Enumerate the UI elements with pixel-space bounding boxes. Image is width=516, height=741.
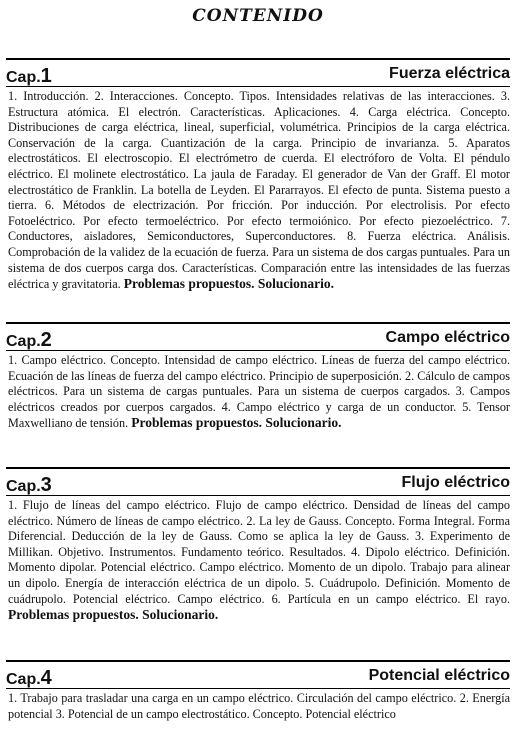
chapter-2-contents — [8, 353, 510, 432]
chapter-1-closing: Problemas propuestos. Solucionario. — [123, 276, 334, 292]
chapter-2-closing: Problemas propuestos. Solucionario. — [131, 415, 342, 431]
chapter-3-title: Flujo eléctrico — [401, 474, 510, 491]
chapter-4-section — [0, 660, 516, 722]
chapter-2-label: Cap.2 — [6, 329, 52, 351]
chapter-3-label: Cap.3 — [6, 474, 52, 496]
chapter-3-header — [6, 467, 510, 496]
chapter-2-number: 2 — [40, 329, 52, 351]
chapter-1-contents — [8, 89, 510, 293]
chapter-3-contents — [8, 498, 510, 624]
chapter-1-title: Fuerza eléctrica — [389, 65, 510, 82]
chapter-4-text: 1. Trabajo para trasladar una carga en un campo eléctrico. Circulación del campo eléctrico. 2. Energía potencial 3. Potencial de un campo electrostático. Concepto. Potencial eléctrico — [8, 691, 510, 721]
chapter-2-text: 1. Campo eléctrico. Concepto. Intensidad de campo eléctrico. Líneas de fuerza del campo eléctrico. Ecuación de las líneas de fuerza del campo eléctrico. Principio de superposición. 2. Cálculo de campos eléctricos. Para un sistema de cargas puntuales. Para un sistema de cuerpos cargados. 3. Campos eléctricos creados por cuerpos cargados. 4. Campo eléctrico y carga de un conductor. 5. Tensor Maxwelliano de tensión. — [8, 353, 510, 431]
chapter-4-number: 4 — [40, 667, 52, 689]
chapter-3-text: 1. Flujo de líneas del campo eléctrico. Flujo de campo eléctrico. Densidad de líneas del campo eléctrico. Número de líneas de campo eléctrico. 2. La ley de Gauss. Concepto. Forma Integral. Forma Diferencial. Deducción de la ley de Gauss. Como se aplica la ley de Gauss. 3. Experimento de Millikan. Objetivo. Instrumentos. Fundamento teórico. Resultados. 4. Dipolo eléctrico. Definición. Momento dipolar. Potencial eléctrico. Campo eléctrico. Momento de un dipolo. Trabajo para alinear un dipolo. Energía de interacción eléctrica de un dipolo. 5. Cuádrupolo. Definición. Momento de cuádrupolo. Potencial eléctrico. Campo eléctrico. 6. Partícula en un campo eléctrico. El rayo. — [8, 498, 510, 606]
page-title: CONTENIDO — [192, 6, 324, 26]
chapter-2-title: Campo eléctrico — [385, 329, 510, 346]
chapter-1-label: Cap.1 — [6, 65, 52, 87]
chapter-1-text: 1. Introducción. 2. Interacciones. Concepto. Tipos. Intensidades relativas de las interacciones. 3. Estructura atómica. El electrón. Características. Aplicaciones. 4. Carga eléctrica. Concepto. Distribuciones de carga eléctrica, lineal, superficial, volumétrica. Principios de la carga eléctrica. Conservación de la carga. Cuantización de la carga. Principio de invarianza. 5. Aparatos electrostáticos. El electroscopio. El electrómetro de cuerda. El electróforo de Volta. El péndulo eléctrico. El molinete electrostático. La jaula de Faraday. El generador de Van der Graff. El motor electrostático de Franklin. La botella de Leyden. El Pararrayos. El efecto de punta. Sistema puesto a tierra. 6. Métodos de electrización. Por fricción. Por inducción. Por electrolisis. Por efecto Fotoeléctrico. Por efecto termoeléctrico. Por efecto termoiónico. Por efecto piezoeléctrico. 7. Conductores, aisladores, Semiconductores, Superconductores. 8. Fuerza eléctrica. Análisis. Comprobación de la validez de la ecuación de fuerza. Para un sistema de dos cargas puntuales. Para un sistema de dos cuerpos carga dos. Características. Comparación entre las intensidades de las fuerzas eléctrica y gravitatoria. — [8, 89, 510, 292]
chapter-1-number: 1 — [40, 65, 52, 87]
chapter-2-section — [0, 322, 516, 432]
chapter-3-closing: Problemas propuestos. Solucionario. — [8, 607, 219, 623]
chapter-4-header — [6, 660, 510, 689]
chapter-4-label: Cap.4 — [6, 667, 52, 689]
chapter-3-section — [0, 467, 516, 624]
chapter-3-number: 3 — [40, 474, 52, 496]
chapter-4-title: Potencial eléctrico — [368, 667, 510, 684]
chapter-4-contents — [8, 691, 510, 722]
chapter-1-header — [6, 58, 510, 87]
chapter-2-header — [6, 322, 510, 351]
chapter-1-section — [0, 58, 516, 293]
